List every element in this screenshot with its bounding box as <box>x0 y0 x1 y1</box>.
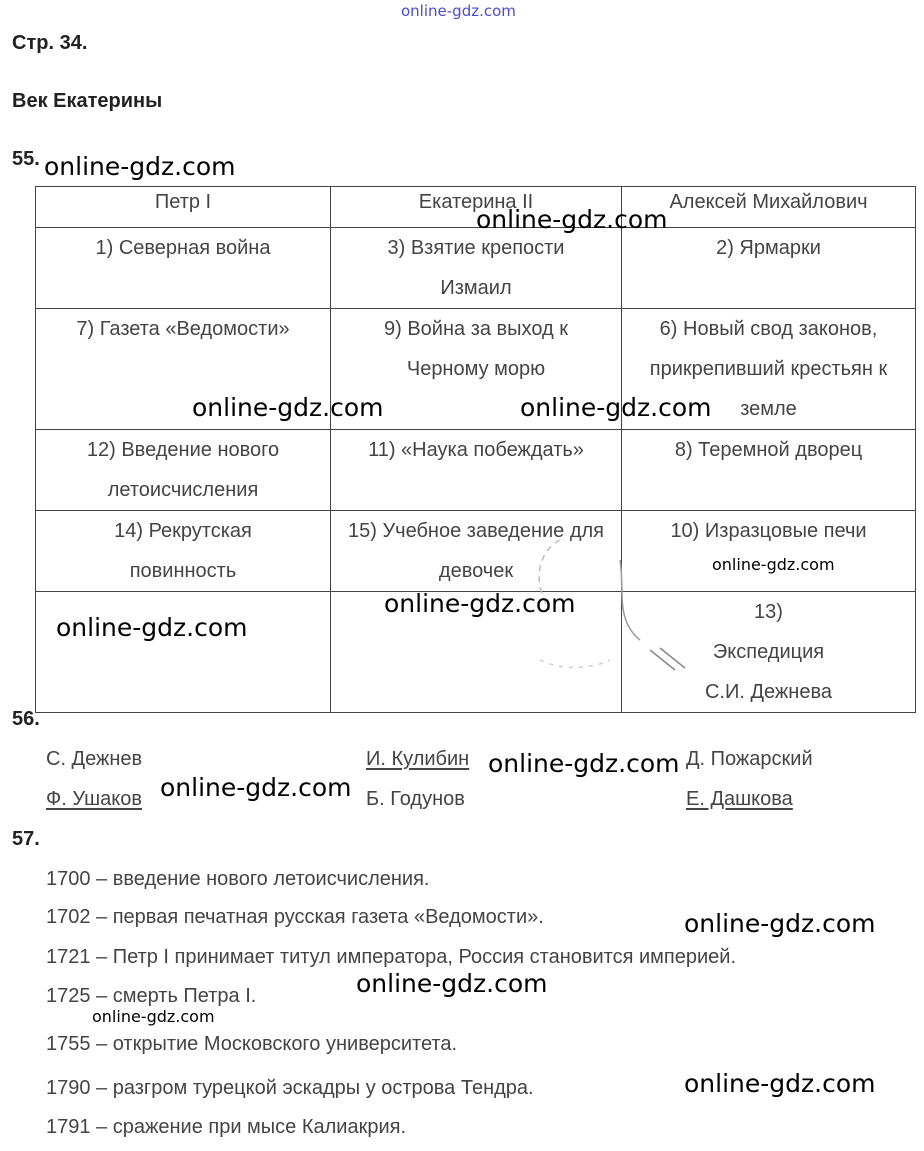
task-55-number: 55. <box>12 148 40 170</box>
table-cell: 8) Теремной дворец <box>622 430 916 511</box>
event-line: 1702 – первая печатная русская газета «Ведомости». <box>46 906 544 928</box>
watermark: online-gdz.com <box>92 1007 215 1026</box>
task-57-number: 57. <box>12 828 40 850</box>
page-heading: Стр. 34. <box>12 32 88 54</box>
table-row <box>36 511 916 592</box>
watermark: online-gdz.com <box>684 1069 876 1098</box>
watermark: online-gdz.com <box>712 555 835 574</box>
name-ushakov: Ф. Ушаков <box>46 788 143 810</box>
table-cell: 6) Новый свод законов, прикрепивший крестьян к земле <box>622 309 916 430</box>
event-line: 1725 – смерть Петра I. <box>46 985 257 1007</box>
watermark: online-gdz.com <box>684 909 876 938</box>
watermark-top: online-gdz.com <box>401 2 516 20</box>
header-cell: Екатерина II <box>331 187 622 228</box>
name-kulibin: И. Кулибин <box>366 748 470 770</box>
table-cell: 11) «Наука побеждать» <box>331 430 622 511</box>
name-dashkova: Е. Дашкова <box>686 788 793 810</box>
header-cell: Алексей Михайлович <box>622 187 916 228</box>
watermark: online-gdz.com <box>160 773 352 802</box>
event-line: 1755 – открытие Московского университета. <box>46 1033 458 1055</box>
event-line: 1791 – сражение при мысе Калиакрия. <box>46 1116 407 1138</box>
table-cell: 13) Экспедиция С.И. Дежнева <box>622 592 916 713</box>
table-cell: 1) Северная война <box>36 228 331 309</box>
table-row <box>36 228 916 309</box>
name-dezhnev: С. Дежнев <box>46 748 143 770</box>
table-cell: 14) Рекрутская повинность <box>36 511 331 592</box>
task-56-number: 56. <box>12 708 40 730</box>
table-cell: 15) Учебное заведение для девочек <box>331 511 622 592</box>
table-cell: 12) Введение нового летоисчисления <box>36 430 331 511</box>
watermark: online-gdz.com <box>476 205 668 234</box>
watermark: online-gdz.com <box>44 152 236 181</box>
event-line: 1700 – введение нового летоисчисления. <box>46 868 430 890</box>
watermark: online-gdz.com <box>356 969 548 998</box>
section-title: Век Екатерины <box>12 90 163 112</box>
event-line: 1721 – Петр I принимает титул императора, Россия становится империей. <box>46 946 737 968</box>
name-godunov: Б. Годунов <box>366 788 465 810</box>
watermark: online-gdz.com <box>488 749 680 778</box>
watermark: online-gdz.com <box>192 393 384 422</box>
table-cell <box>36 592 331 713</box>
table-cell: 9) Война за выход к Черному морю <box>331 309 622 430</box>
watermark: online-gdz.com <box>56 613 248 642</box>
watermark: online-gdz.com <box>520 393 712 422</box>
table-cell: 2) Ярмарки <box>622 228 916 309</box>
event-line: 1790 – разгром турецкой эскадры у острова Тендра. <box>46 1077 534 1099</box>
table-cell: 7) Газета «Ведомости» <box>36 309 331 430</box>
table-cell: 3) Взятие крепости Измаил <box>331 228 622 309</box>
header-cell: Петр I <box>36 187 331 228</box>
name-pozharsky: Д. Пожарский <box>686 748 813 770</box>
table-row <box>36 430 916 511</box>
table-row <box>36 309 916 430</box>
watermark: online-gdz.com <box>384 589 576 618</box>
table-cell: 10) Изразцовые печи <box>622 511 916 592</box>
